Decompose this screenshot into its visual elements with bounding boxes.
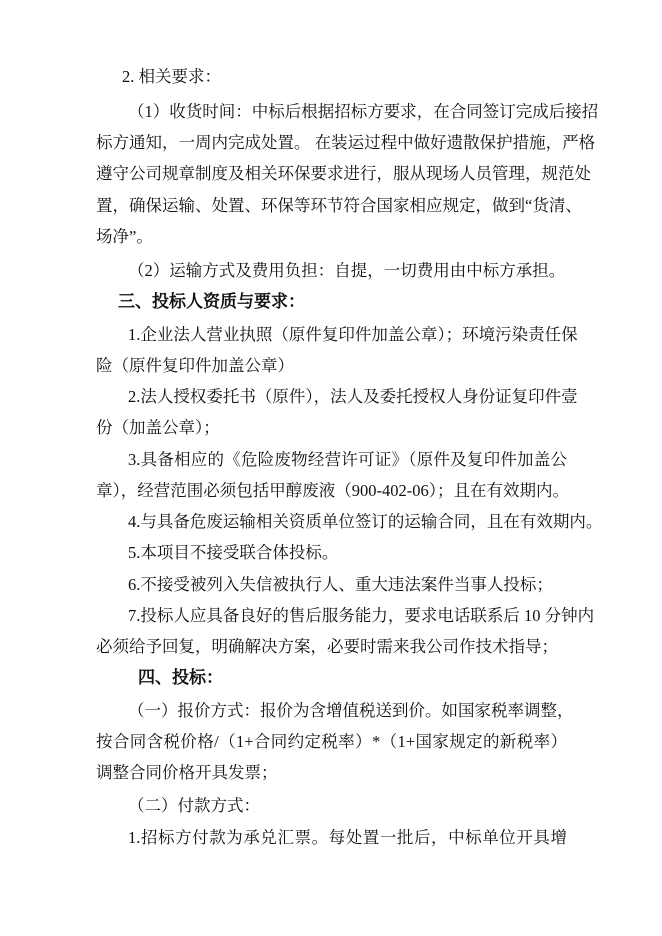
- list-item-line: 7.投标人应具备良好的售后服务能力，要求电话联系后 10 分钟内: [128, 606, 595, 625]
- paragraph-line: 场净”。: [96, 227, 153, 246]
- list-item-line: 险（原件复印件加盖公章）: [96, 356, 294, 375]
- list-item-line: 4.与具备危废运输相关资质单位签订的运输合同，且在有效期内。: [128, 512, 603, 531]
- section-4-heading: 四、投标：: [138, 668, 223, 687]
- list-item-line: 6.不接受被列入失信被执行人、重大违法案件当事人投标；: [128, 575, 553, 594]
- paragraph-line: 遵守公司规章制度及相关环保要求进行，服从现场人员管理，规范处: [96, 164, 591, 183]
- section-2-heading: 2. 相关要求：: [122, 67, 221, 86]
- paragraph-line: 1.招标方付款为承兑汇票。每处置一批后，中标单位开具增: [128, 828, 567, 847]
- list-item-line: 3.具备相应的《危险废物经营许可证》（原件及复印件加盖公: [128, 450, 567, 469]
- paragraph-line: 标方通知，一周内完成处置。 在装运过程中做好遗散保护措施，严格: [96, 133, 596, 152]
- paragraph-line: （一）报价方式：报价为含增值税送到价。如国家税率调整，: [128, 701, 574, 720]
- list-item-line: 2.法人授权委托书（原件），法人及委托授权人身份证复印件壹: [128, 387, 578, 406]
- paragraph-line: 按合同含税价格/（1+合同约定税率）*（1+国家规定的新税率）: [96, 732, 567, 751]
- list-item-line: 章），经营范围必须包括甲醇废液（900-402-06）；且在有效期内。: [96, 481, 569, 500]
- paragraph-line: 置，确保运输、处置、环保等环节符合国家相应规定，做到“货清、: [96, 196, 582, 215]
- paragraph-line: （2）运输方式及费用负担：自提，一切费用由中标方承担。: [128, 261, 566, 280]
- payment-heading: （二）付款方式：: [128, 796, 260, 815]
- paragraph-line: （1）收货时间：中标后根据招标方要求，在合同签订完成后接招: [128, 102, 599, 121]
- list-item-line: 1.企业法人营业执照（原件复印件加盖公章）；环境污染责任保: [128, 325, 578, 344]
- list-item-line: 份（加盖公章）；: [96, 418, 220, 437]
- section-3-heading: 三、投标人资质与要求：: [118, 292, 305, 311]
- paragraph-line: 调整合同价格开具发票；: [96, 763, 278, 782]
- list-item-line: 必须给予回复，明确解决方案，必要时需来我公司作技术指导；: [96, 637, 558, 656]
- list-item-line: 5.本项目不接受联合体投标。: [128, 543, 339, 562]
